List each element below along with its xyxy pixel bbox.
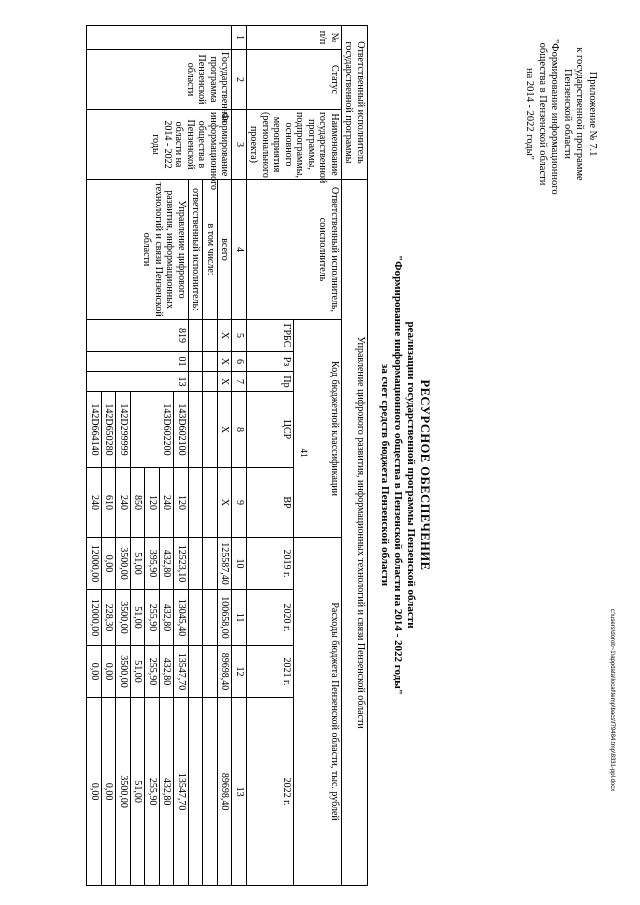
status-cell: Государственная программа Пензенской области (87, 50, 232, 110)
col-num: 13 (232, 698, 247, 886)
col-num: 1 (232, 26, 247, 50)
rz-cell: 01 (87, 352, 189, 372)
value-2022: 3500,00 (116, 698, 131, 886)
value-2022: 255,90 (145, 698, 160, 886)
value-2020: 51,00 (131, 590, 146, 646)
value-2022: 51,00 (131, 698, 146, 886)
value-2021: 255,90 (145, 646, 160, 698)
appendix-line: Пензенской области (562, 68, 573, 160)
value-2021: 0,00 (87, 646, 102, 698)
value-2020: 12000,00 (87, 590, 102, 646)
value-2022: 0,00 (87, 698, 102, 886)
vr-cell: 850 (131, 468, 146, 538)
resp-label-cell: Ответственный исполнитель государственной программы (342, 26, 368, 180)
value-2019: 432,80 (160, 538, 175, 590)
header-vr: ВР (247, 468, 295, 538)
file-path-footer: c:\users\dorob~1\appdata\local\temp\bacs\f79484.tmp\8331-ppl.docx (609, 608, 615, 792)
value-2019: 125587,40 (218, 538, 233, 590)
value-2019: 12000,00 (87, 538, 102, 590)
header-2021: 2021 г. (247, 646, 295, 698)
grbs-cell: X (218, 320, 233, 352)
header-rz: Рз (247, 352, 295, 372)
value-2021: 3500,00 (116, 646, 131, 698)
col-num: 12 (232, 646, 247, 698)
program-name-cell: Формирование информационного общества в Пензенской области на 2014 - 2022 годы (87, 110, 232, 180)
value-2021: 432,80 (160, 646, 175, 698)
header-executor: Ответственный исполнитель, соисполнитель (247, 180, 342, 320)
col-num: 4 (232, 180, 247, 320)
csr-cell: X (218, 392, 233, 468)
appendix-line: на 2014 - 2022 годы" (524, 68, 536, 160)
grbs-cell: 819 (87, 320, 189, 352)
column-number-row (232, 26, 247, 886)
title-line: реализации государственной программы Пензенской области (405, 321, 417, 629)
executor-cell: Управление цифрового развития, информационных технологий и связи Пензенской области (87, 180, 189, 320)
header-budget-code: Код бюджетной классификации (294, 320, 342, 538)
value-2019: 12523,10 (174, 538, 189, 590)
value-2020: 100658,00 (218, 590, 233, 646)
value-2019: 395,90 (145, 538, 160, 590)
value-2020: 432,80 (160, 590, 175, 646)
value-2022: 13547,70 (174, 698, 189, 886)
vr-cell: 240 (116, 468, 131, 538)
value-2019: 0,00 (102, 538, 117, 590)
resource-table (87, 25, 369, 886)
csr-cell: 143D602200 (131, 392, 175, 468)
header-status: Статус (247, 50, 342, 110)
incl-label: в том числе: (203, 180, 218, 320)
csr-cell: 142D650280 (102, 392, 117, 468)
page-number: 41 (299, 448, 309, 458)
total-label: всего (218, 180, 233, 320)
vr-cell: 240 (160, 468, 175, 538)
value-2021: 0,00 (102, 646, 117, 698)
col-num: 8 (232, 392, 247, 468)
csr-cell: 143D602100 (174, 392, 189, 468)
vr-cell: 240 (87, 468, 102, 538)
value-2022: 432,80 (160, 698, 175, 886)
title-line: "Формирование информационного общества в Пензенской области на 2014 - 2022 годы" (392, 255, 404, 695)
title-line: за счет средств бюджета Пензенской области (379, 363, 391, 587)
vr-cell: 610 (102, 468, 117, 538)
col-num: 9 (232, 468, 247, 538)
table-row (218, 26, 233, 886)
row-num (87, 26, 232, 50)
col-num: 5 (232, 320, 247, 352)
value-2019: 51,00 (131, 538, 146, 590)
title-main: РЕСУРСНОЕ ОБЕСПЕЧЕНИЕ (418, 379, 432, 571)
value-2021: 13547,70 (174, 646, 189, 698)
header-pr: Пр (247, 372, 295, 392)
resp-exec-label: ответственный исполнитель: (189, 180, 204, 320)
header-2019: 2019 г. (247, 538, 295, 590)
vr-cell: 120 (174, 468, 189, 538)
resp-value-cell: Управление цифрового развития, информационных технологий и связи Пензенской области (342, 180, 368, 886)
vr-cell: X (218, 468, 233, 538)
pr-cell: X (218, 372, 233, 392)
col-num: 11 (232, 590, 247, 646)
col-num: 7 (232, 372, 247, 392)
value-2020: 3500,00 (116, 590, 131, 646)
appendix-line: к государственной программе (574, 47, 586, 181)
value-2021: 51,00 (131, 646, 146, 698)
rz-cell: X (218, 352, 233, 372)
appendix-header (523, 39, 598, 195)
appendix-line: Приложение № 7.1 (587, 71, 598, 157)
value-2020: 13045,40 (174, 590, 189, 646)
value-2019: 3500,00 (116, 538, 131, 590)
csr-cell: 142D664140 (87, 392, 102, 468)
header-2020: 2020 г. (247, 590, 295, 646)
landscape-page (0, 15, 640, 895)
col-num: 2 (232, 50, 247, 110)
vr-cell: 120 (145, 468, 160, 538)
col-num: 10 (232, 538, 247, 590)
col-num: 6 (232, 352, 247, 372)
pr-cell: 13 (87, 372, 189, 392)
value-2022: 89698,40 (218, 698, 233, 886)
header-2022: 2022 г. (247, 698, 295, 886)
appendix-line: общества в Пензенской области (537, 42, 548, 186)
value-2020: 255,90 (145, 590, 160, 646)
value-2022: 0,00 (102, 698, 117, 886)
csr-cell: 142D299999 (116, 392, 131, 468)
value-2021: 89698,40 (218, 646, 233, 698)
appendix-line: "Формирование информационного (549, 39, 561, 195)
header-grbs: ГРБС (247, 320, 295, 352)
header-num: № п/п (247, 26, 342, 50)
value-2020: 228,30 (102, 590, 117, 646)
header-name: Наименование государственной программы, подпрограммы, основного мероприятия (регионального проекта) (247, 110, 342, 180)
col-num: 3 (232, 110, 247, 180)
header-expenses: Расходы бюджета Пензенской области, тыс. рублей (294, 538, 342, 886)
header-csr: ЦСР (247, 392, 295, 468)
document-title (378, 195, 432, 755)
